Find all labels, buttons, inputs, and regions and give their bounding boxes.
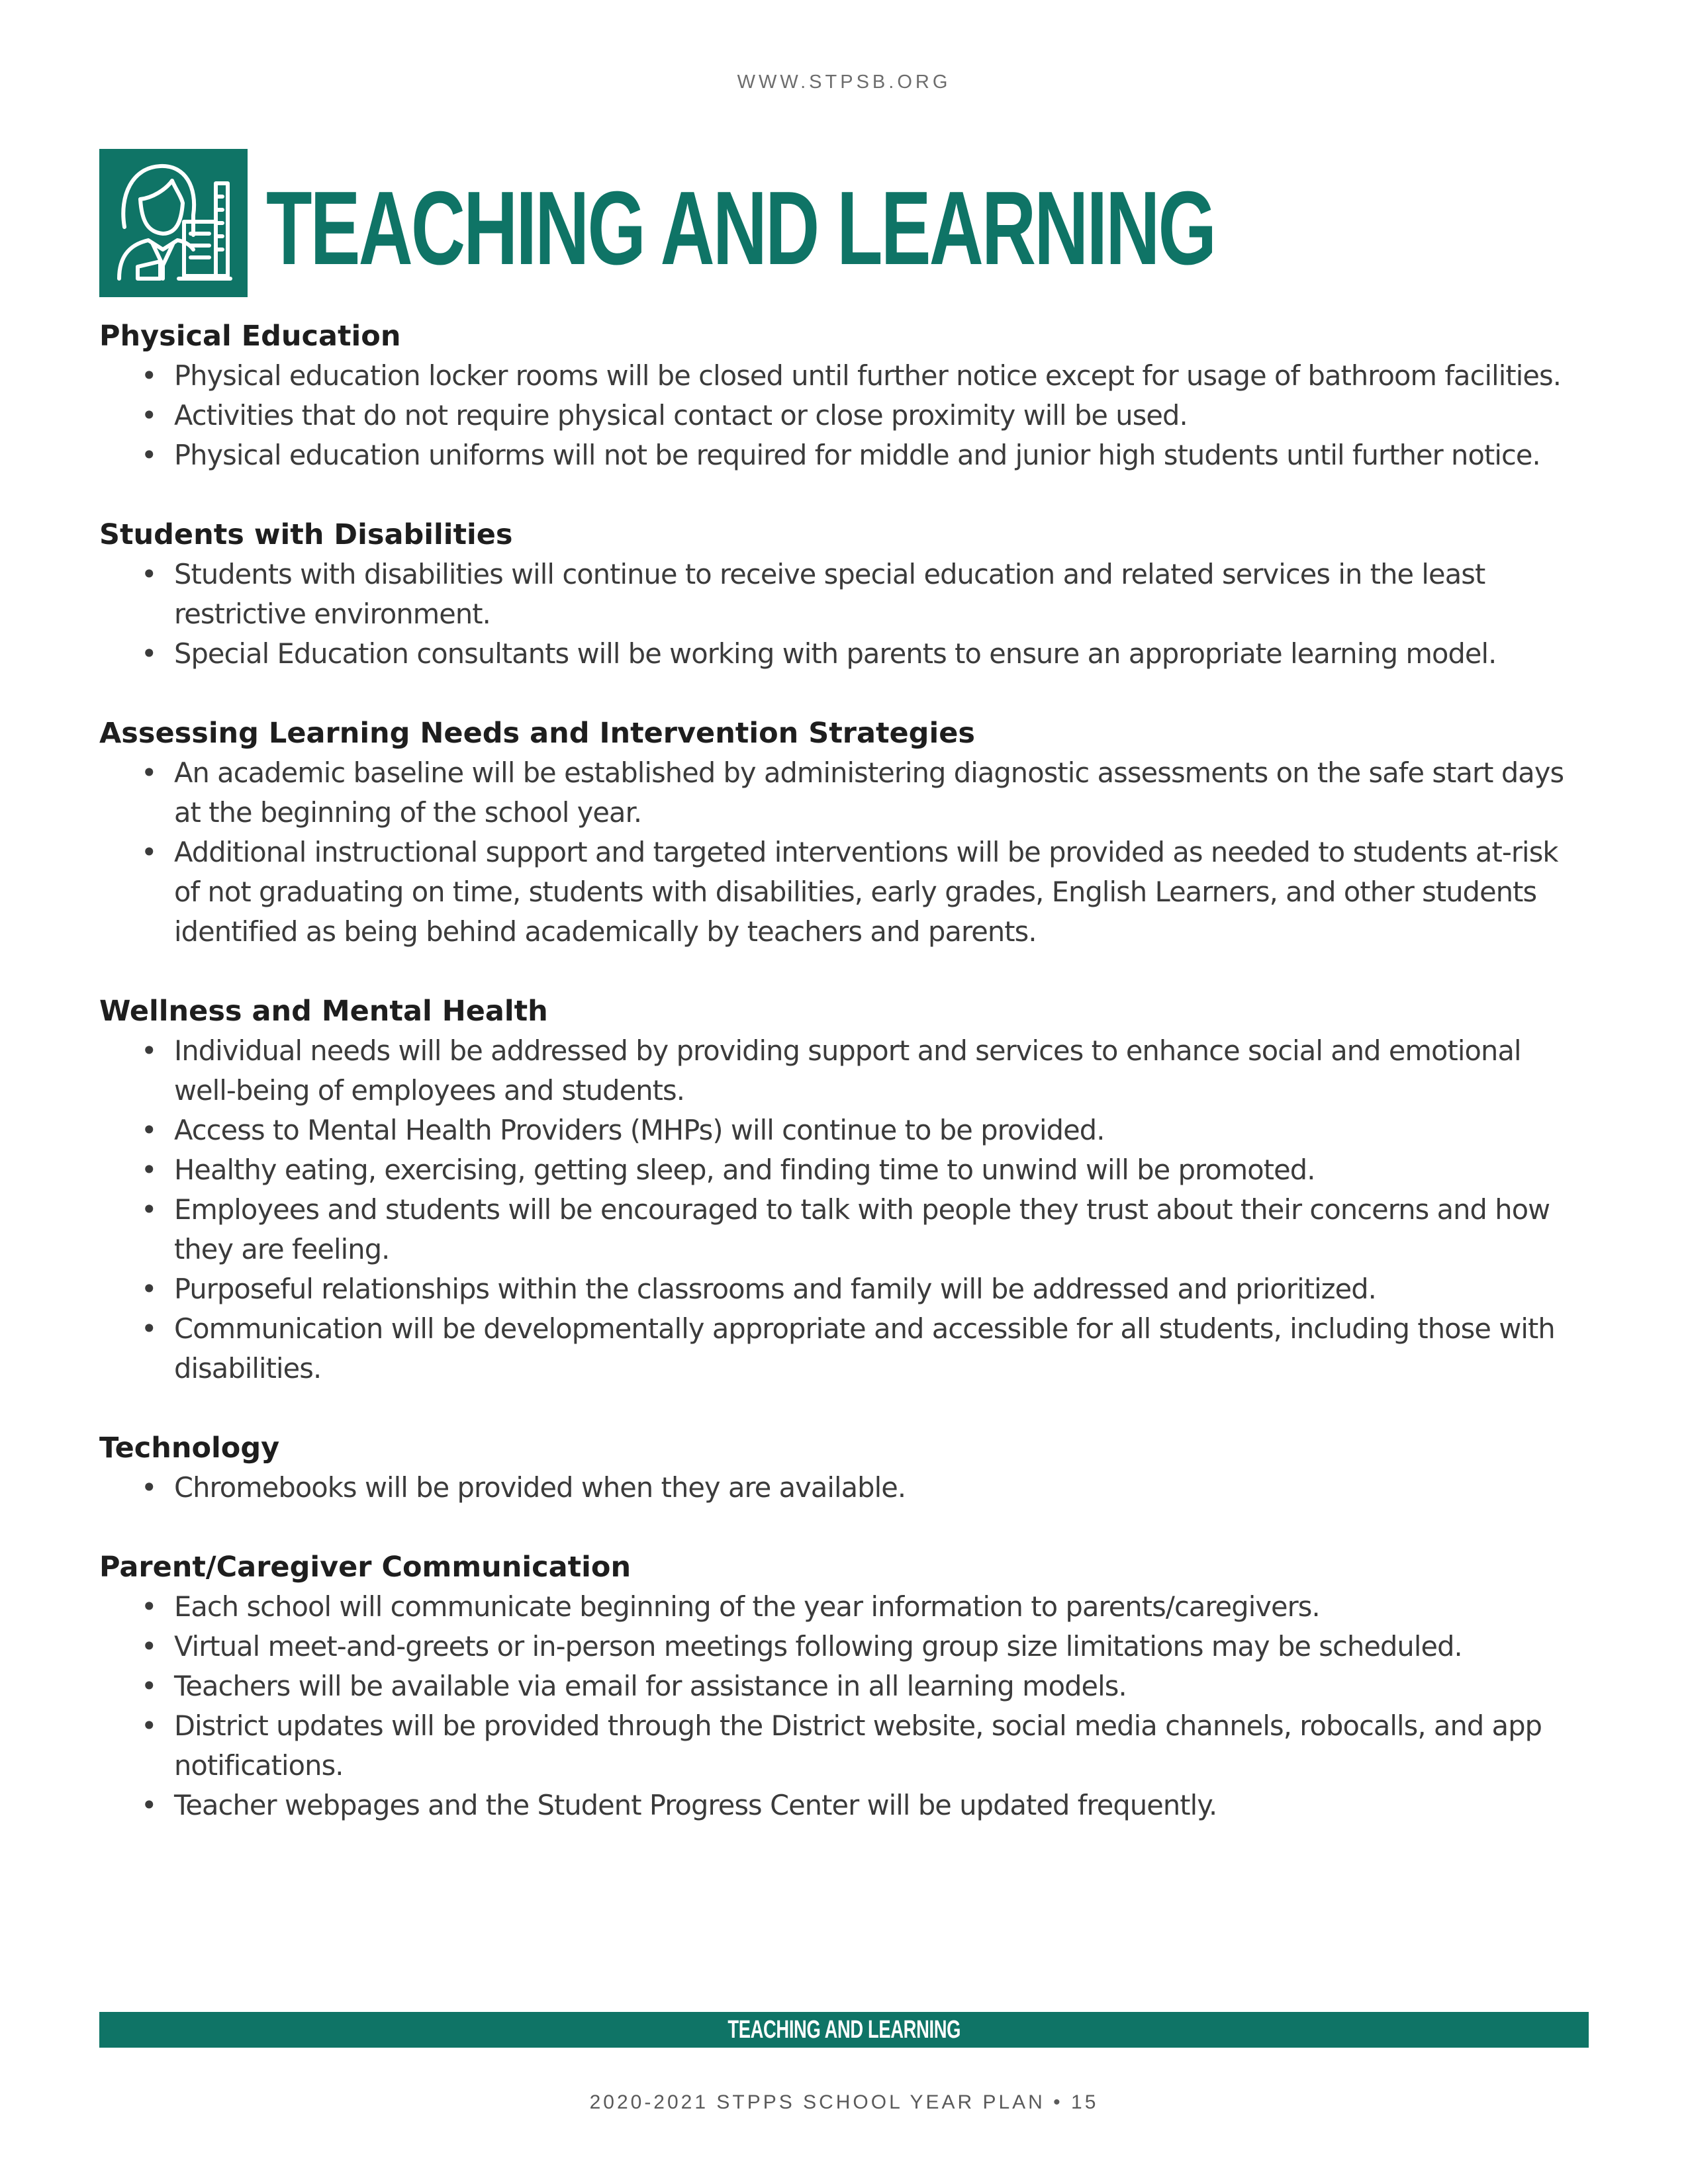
bullet-icon: • bbox=[141, 439, 157, 471]
bullet-icon: • bbox=[141, 1312, 157, 1345]
list-item bbox=[99, 634, 1589, 674]
bullet-icon: • bbox=[141, 836, 157, 868]
page-header bbox=[99, 149, 1583, 297]
list-item bbox=[99, 1309, 1589, 1388]
bullet-icon: • bbox=[141, 359, 157, 392]
bullet-list bbox=[99, 356, 1589, 475]
list-item bbox=[99, 1587, 1589, 1627]
section-heading: Physical Education bbox=[99, 320, 401, 353]
content bbox=[99, 316, 1589, 1865]
list-item bbox=[99, 1666, 1589, 1706]
bullet-icon: • bbox=[141, 1154, 157, 1186]
bullet-icon: • bbox=[141, 1114, 157, 1146]
section-heading: Assessing Learning Needs and Intervention Strategies bbox=[99, 717, 975, 750]
list-item-text: An academic baseline will be established by administering diagnostic assessments on the safe start days at the beginning of the school year. bbox=[174, 756, 1564, 829]
section-heading: Parent/Caregiver Communication bbox=[99, 1551, 632, 1584]
bullet-icon: • bbox=[141, 399, 157, 432]
list-item bbox=[99, 1031, 1589, 1111]
bullet-list bbox=[99, 753, 1589, 952]
section-assessing-learning-needs bbox=[99, 713, 1589, 952]
bullet-icon: • bbox=[141, 1471, 157, 1504]
list-item-text: Teachers will be available via email for assistance in all learning models. bbox=[174, 1670, 1127, 1702]
bullet-icon: • bbox=[141, 1034, 157, 1067]
list-item bbox=[99, 1269, 1589, 1309]
bullet-icon: • bbox=[141, 1630, 157, 1662]
list-item bbox=[99, 1786, 1589, 1825]
bullet-icon: • bbox=[141, 1273, 157, 1305]
list-item bbox=[99, 1190, 1589, 1269]
section-heading: Wellness and Mental Health bbox=[99, 995, 548, 1028]
section-students-with-disabilities bbox=[99, 515, 1589, 674]
bullet-icon: • bbox=[141, 1789, 157, 1821]
bullet-list bbox=[99, 555, 1589, 674]
list-item-text: District updates will be provided through the District website, social media channels, robocalls, and app notifications. bbox=[174, 1709, 1542, 1782]
bullet-icon: • bbox=[141, 1193, 157, 1226]
bullet-icon: • bbox=[141, 756, 157, 789]
list-item-text: Purposeful relationships within the classrooms and family will be addressed and prioritized. bbox=[174, 1273, 1376, 1305]
section-wellness-mental-health bbox=[99, 991, 1589, 1388]
list-item-text: Students with disabilities will continue to receive special education and related services in the least restrictive environment. bbox=[174, 558, 1485, 630]
list-item bbox=[99, 1150, 1589, 1190]
list-item-text: Each school will communicate beginning of the year information to parents/caregivers. bbox=[174, 1590, 1320, 1623]
list-item bbox=[99, 1468, 1589, 1508]
footer-section-label: TEACHING AND LEARNING bbox=[727, 2016, 961, 2044]
list-item-text: Teacher webpages and the Student Progress Center will be updated frequently. bbox=[174, 1789, 1217, 1821]
list-item-text: Access to Mental Health Providers (MHPs) will continue to be provided. bbox=[174, 1114, 1105, 1146]
list-item-text: Healthy eating, exercising, getting sleep, and finding time to unwind will be promoted. bbox=[174, 1154, 1315, 1186]
list-item-text: Special Education consultants will be working with parents to ensure an appropriate learning model. bbox=[174, 637, 1497, 670]
list-item bbox=[99, 1627, 1589, 1666]
bullet-icon: • bbox=[141, 1709, 157, 1742]
site-url: WWW.STPSB.ORG bbox=[737, 71, 951, 93]
section-technology bbox=[99, 1428, 1589, 1508]
bullet-list bbox=[99, 1031, 1589, 1388]
section-heading: Technology bbox=[99, 1432, 280, 1465]
bullet-icon: • bbox=[141, 558, 157, 590]
bullet-icon: • bbox=[141, 637, 157, 670]
bullet-list bbox=[99, 1587, 1589, 1825]
list-item bbox=[99, 753, 1589, 833]
list-item bbox=[99, 555, 1589, 634]
list-item-text: Virtual meet-and-greets or in-person meetings following group size limitations may be scheduled. bbox=[174, 1630, 1462, 1662]
list-item bbox=[99, 833, 1589, 952]
section-physical-education bbox=[99, 316, 1589, 475]
section-heading: Students with Disabilities bbox=[99, 518, 513, 551]
list-item-text: Communication will be developmentally appropriate and accessible for all students, including those with disabilities. bbox=[174, 1312, 1555, 1385]
list-item bbox=[99, 396, 1589, 435]
footer-section-bar bbox=[99, 2012, 1589, 2048]
list-item bbox=[99, 435, 1589, 475]
bullet-list bbox=[99, 1468, 1589, 1508]
list-item bbox=[99, 1706, 1589, 1786]
section-parent-caregiver-communication bbox=[99, 1547, 1589, 1825]
list-item-text: Physical education locker rooms will be closed until further notice except for usage of bathroom facilities. bbox=[174, 359, 1562, 392]
bullet-icon: • bbox=[141, 1590, 157, 1623]
list-item bbox=[99, 1111, 1589, 1150]
list-item-text: Individual needs will be addressed by providing support and services to enhance social and emotional well-being of employees and students. bbox=[174, 1034, 1521, 1107]
list-item-text: Employees and students will be encouraged to talk with people they trust about their concerns and how they are feeling. bbox=[174, 1193, 1550, 1265]
list-item-text: Chromebooks will be provided when they are available. bbox=[174, 1471, 906, 1504]
list-item-text: Activities that do not require physical contact or close proximity will be used. bbox=[174, 399, 1188, 432]
list-item-text: Physical education uniforms will not be required for middle and junior high students until further notice. bbox=[174, 439, 1540, 471]
list-item bbox=[99, 356, 1589, 396]
list-item-text: Additional instructional support and targeted interventions will be provided as needed to students at-risk of not graduating on time, students with disabilities, early grades, English Learners, and other students identified as being behind academically by teachers and parents. bbox=[174, 836, 1558, 948]
page-title: TEACHING AND LEARNING bbox=[266, 170, 1215, 287]
page-footer: 2020-2021 STPPS SCHOOL YEAR PLAN • 15 bbox=[589, 2091, 1099, 2113]
teacher-icon bbox=[99, 149, 248, 297]
bullet-icon: • bbox=[141, 1670, 157, 1702]
